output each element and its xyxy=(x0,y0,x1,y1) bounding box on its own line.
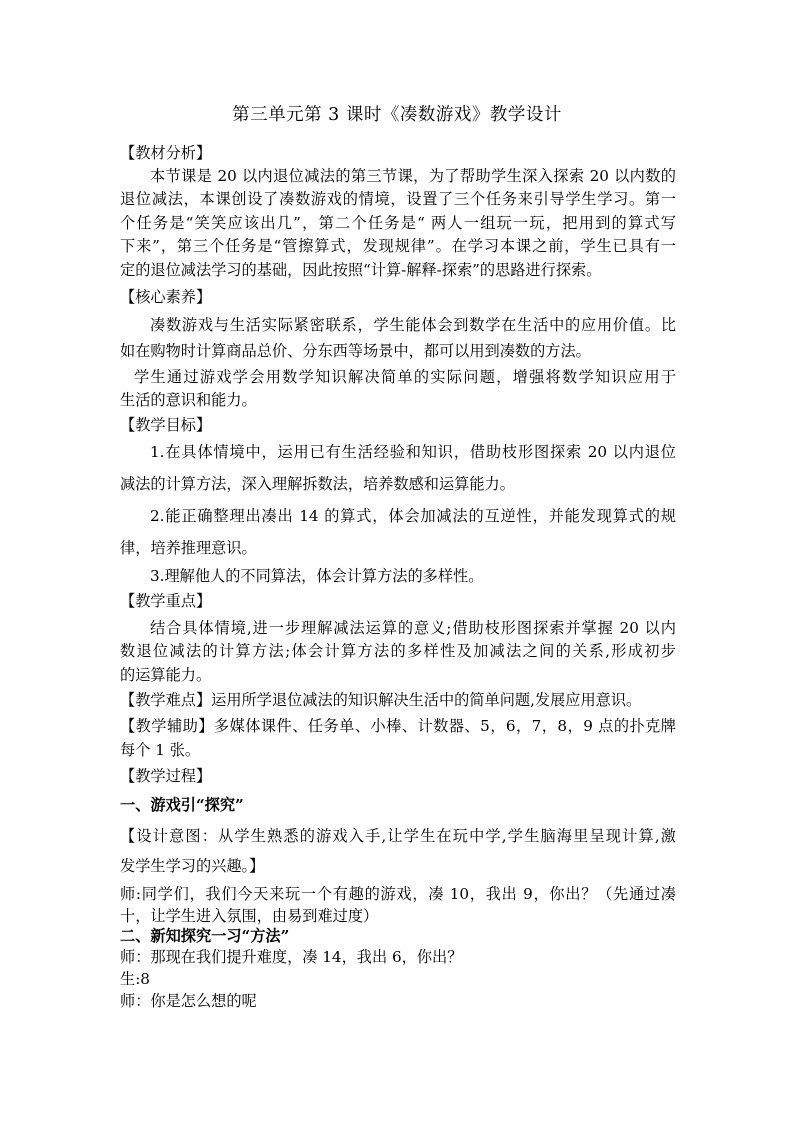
dialog-line: 师：那现在我们提升难度，凑 14，我出 6，你出？ xyxy=(120,948,463,966)
materials-line: 本节课是 20 以内退位减法的第三节课，为了帮助学生深入探索 20 以内数的 xyxy=(150,167,676,185)
part1-heading: 一、游戏引“探究” xyxy=(120,796,244,814)
materials-line: 退位减法，本课创设了凑数游戏的情境，设置了三个任务来引导学生学习。第一 xyxy=(120,190,676,208)
literacy-line: 凑数游戏与生活实际紧密联系，学生能体会到数学在生活中的应用价值。比 xyxy=(150,316,676,334)
process-heading: 【教学过程】 xyxy=(120,767,212,785)
materials-line: 定的退位减法学习的基础，因此按照“计算-解释-探索”的思路进行探索。 xyxy=(120,261,602,279)
dialog-line: 十，让学生进入氛围，由易到难过度） xyxy=(120,907,379,925)
goals-line: 律，培养推理意识。 xyxy=(120,539,257,557)
part2-heading: 二、新知探究一习“方法” xyxy=(120,927,290,945)
literacy-line: 如在购物时计算商品总价、分东西等场景中，都可以用到凑数的方法。 xyxy=(120,342,591,360)
difficulty-line: 【教学难点】运用所学退位减法的知识解决生活中的简单问题,发展应用意识。 xyxy=(120,691,642,709)
page-title: 第三单元第 3 课时《凑数游戏》教学设计 xyxy=(232,105,562,125)
aids-line: 【教学辅助】多媒体课件、任务单、小棒、计数器、5，6，7，8，9 点的扑克牌 xyxy=(120,717,676,735)
materials-line: 下来”，第三个任务是“管擦算式，发现规律”。在学习本课之前，学生已具有一 xyxy=(120,237,676,255)
goals-heading: 【教学目标】 xyxy=(120,416,212,434)
focus-line: 数退位减法的计算方法;体会计算方法的多样性及加减法之间的关系,形成初步 xyxy=(120,642,676,660)
design-intent-line: 【设计意图：从学生熟悉的游戏入手,让学生在玩中学,学生脑海里呈现计算,激 xyxy=(120,827,676,845)
aids-line: 每个 1 张。 xyxy=(120,741,201,759)
literacy-line: 学生通过游戏学会用数学知识解决简单的实际问题，增强将数学知识应用于 xyxy=(134,368,676,386)
dialog-line: 师:同学们，我们今天来玩一个有趣的游戏，凑 10，我出 9，你出？（先通过凑 xyxy=(120,885,676,903)
materials-heading: 【教材分析】 xyxy=(120,144,212,162)
focus-line: 的运算能力。 xyxy=(120,666,212,684)
goals-line: 1.在具体情境中，运用已有生活经验和知识，借助枝形图探索 20 以内退位 xyxy=(150,443,676,461)
dialog-line: 师：你是怎么想的呢 xyxy=(120,992,257,1010)
focus-heading: 【教学重点】 xyxy=(120,592,212,610)
dialog-line: 生:8 xyxy=(120,970,150,988)
materials-line: 个任务是“笑笑应该出几”，第二个任务是“ 两人一组玩一玩，把用到的算式写 xyxy=(120,214,676,232)
literacy-line: 生活的意识和能力。 xyxy=(120,391,257,409)
focus-line: 结合具体情境,进一步理解减法运算的意义;借助枝形图探索并掌握 20 以内 xyxy=(150,619,676,637)
design-intent-line: 发学生学习的兴趣。】 xyxy=(120,857,265,875)
literacy-heading: 【核心素养】 xyxy=(120,288,212,306)
goals-line: 2.能正确整理出凑出 14 的算式，体会加减法的互逆性，并能发现算式的规 xyxy=(150,507,676,525)
goals-line: 3.理解他人的不同算法，体会计算方法的多样性。 xyxy=(150,567,484,585)
goals-line: 减法的计算方法，深入理解拆数法，培养数感和运算能力。 xyxy=(120,475,515,493)
